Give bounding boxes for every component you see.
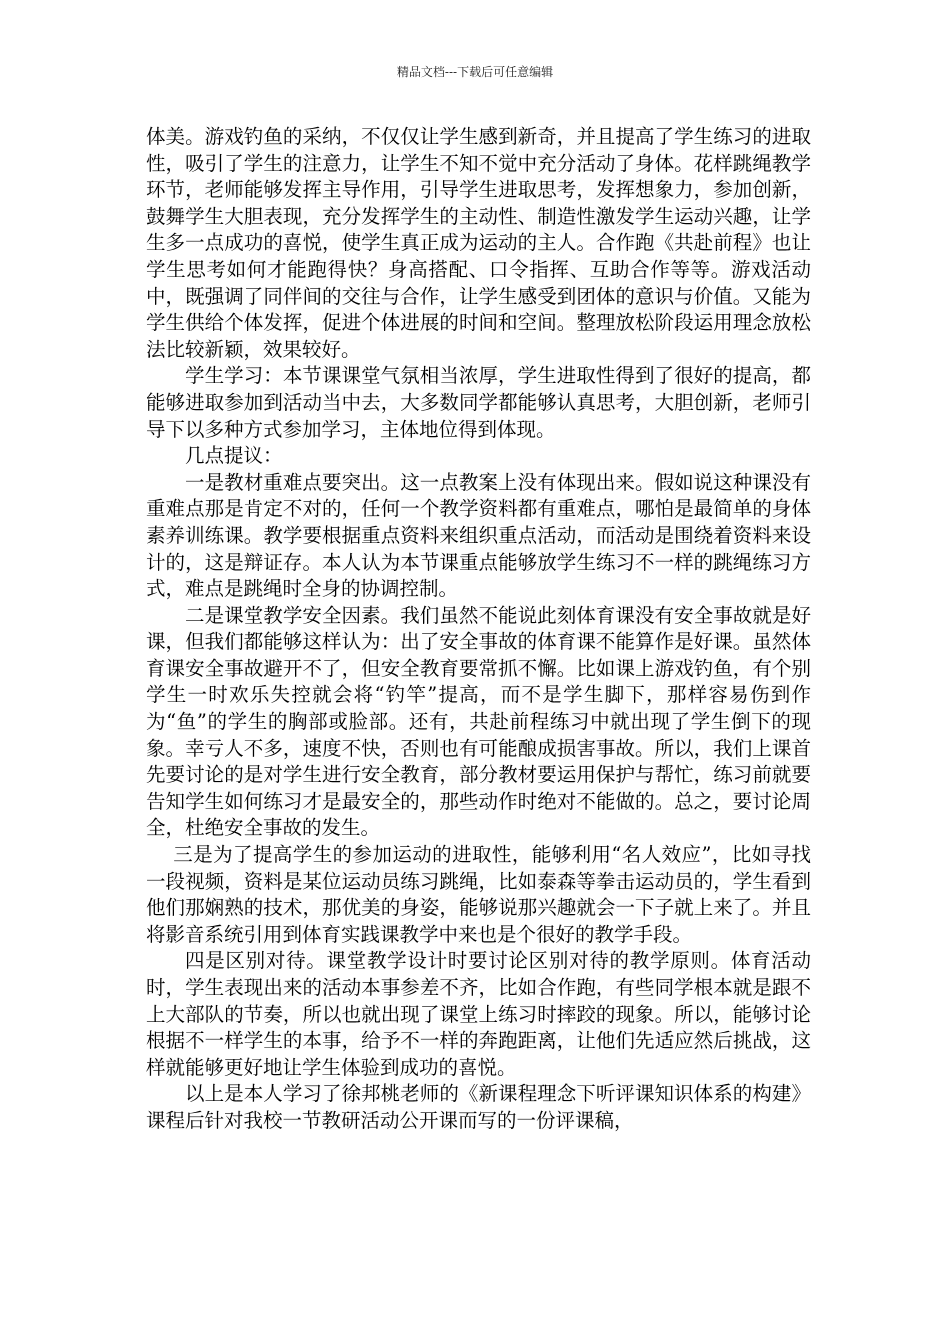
paragraph-suggestions-heading: 几点提议： xyxy=(185,444,283,468)
document-body xyxy=(146,124,811,1135)
paragraph-evaluation-continued: 体美。游戏钓鱼的采纳，不仅仅让学生感到新奇，并且提高了学生练习的进取性，吸引了学生的注意力，让学生不知不觉中充分活动了身体。花样跳绳教学环节，老师能够发挥主导作用，引导学生进取思考，发挥想象力，参加创新，鼓舞学生大胆表现，充分发挥学生的主动性、制造性激发学生运动兴趣，让学生多一点成功的喜悦，使学生真正成为运动的主人。合作跑《共赴前程》也让学生思考如何才能跑得快？身高搭配、口令指挥、互助合作等等。游戏活动中，既强调了同伴间的交往与合作，让学生感受到团体的意识与价值。又能为学生供给个体发挥，促进个体进展的时间和空间。整理放松阶段运用理念放松法比较新颖，效果较好。 xyxy=(146,125,811,361)
paragraph-conclusion: 以上是本人学习了徐邦桃老师的《新课程理念下听评课知识体系的构建》课程后针对我校一节教研活动公开课而写的一份评课稿， xyxy=(146,1082,811,1132)
paragraph-student-learning: 学生学习：本节课课堂气氛相当浓厚，学生进取性得到了很好的提高，都能够进取参加到活动当中去，大多数同学都能够认真思考，大胆创新，老师引导下以多种方式参加学习，主体地位得到体现。 xyxy=(146,364,811,441)
paragraph-suggestion-2: 二是课堂教学安全因素。我们虽然不能说此刻体育课没有安全事故就是好课，但我们都能够这样认为：出了安全事故的体育课不能算作是好课。虽然体育课安全事故避开不了，但安全教育要常抓不懈。比如课上游戏钓鱼，有个别学生一时欢乐失控就会将“钓竿”提高，而不是学生脚下，那样容易伤到作为“鱼”的学生的胸部或脸部。还有，共赴前程练习中就出现了学生倒下的现象。幸亏人不多，速度不快，否则也有可能酿成损害事故。所以，我们上课首先要讨论的是对学生进行安全教育，部分教材要运用保护与帮忙，练习前就要告知学生如何练习才是最安全的，那些动作时绝对不能做的。总之，要讨论周全，杜绝安全事故的发生。 xyxy=(146,603,811,840)
page-header: 精品文档---下载后可任意编辑 xyxy=(396,65,554,79)
paragraph-suggestion-3: 三是为了提高学生的参加运动的进取性，能够利用“名人效应”，比如寻找一段视频，资料是某位运动员练习跳绳，比如泰森等拳击运动员的，学生看到他们那娴熟的技术，那优美的身姿，能够说那兴趣就会一下子就上来了。并且将影音系统引用到体育实践课教学中来也是个很好的教学手段。 xyxy=(146,843,811,946)
paragraph-suggestion-1: 一是教材重难点要突出。这一点教案上没有体现出来。假如说这种课没有重难点那是肯定不对的，任何一个教学资料都有重难点，哪怕是最简单的身体素养训练课。教学要根据重点资料来组织重点活动，而活动是围绕着资料来设计的，这是辩证存。本人认为本节课重点能够放学生练习不一样的跳绳练习方式，难点是跳绳时全身的协调控制。 xyxy=(146,470,811,601)
paragraph-suggestion-4: 四是区别对待。课堂教学设计时要讨论区别对待的教学原则。体育活动时，学生表现出来的活动本事参差不齐，比如合作跑，有些同学根本就是跟不上大部队的节奏，所以也就出现了课堂上练习时摔跤的现象。所以，能够讨论根据不一样学生的本事，给予不一样的奔跑距离，让他们先适应然后挑战，这样就能够更好地让学生体验到成功的喜悦。 xyxy=(146,949,811,1079)
